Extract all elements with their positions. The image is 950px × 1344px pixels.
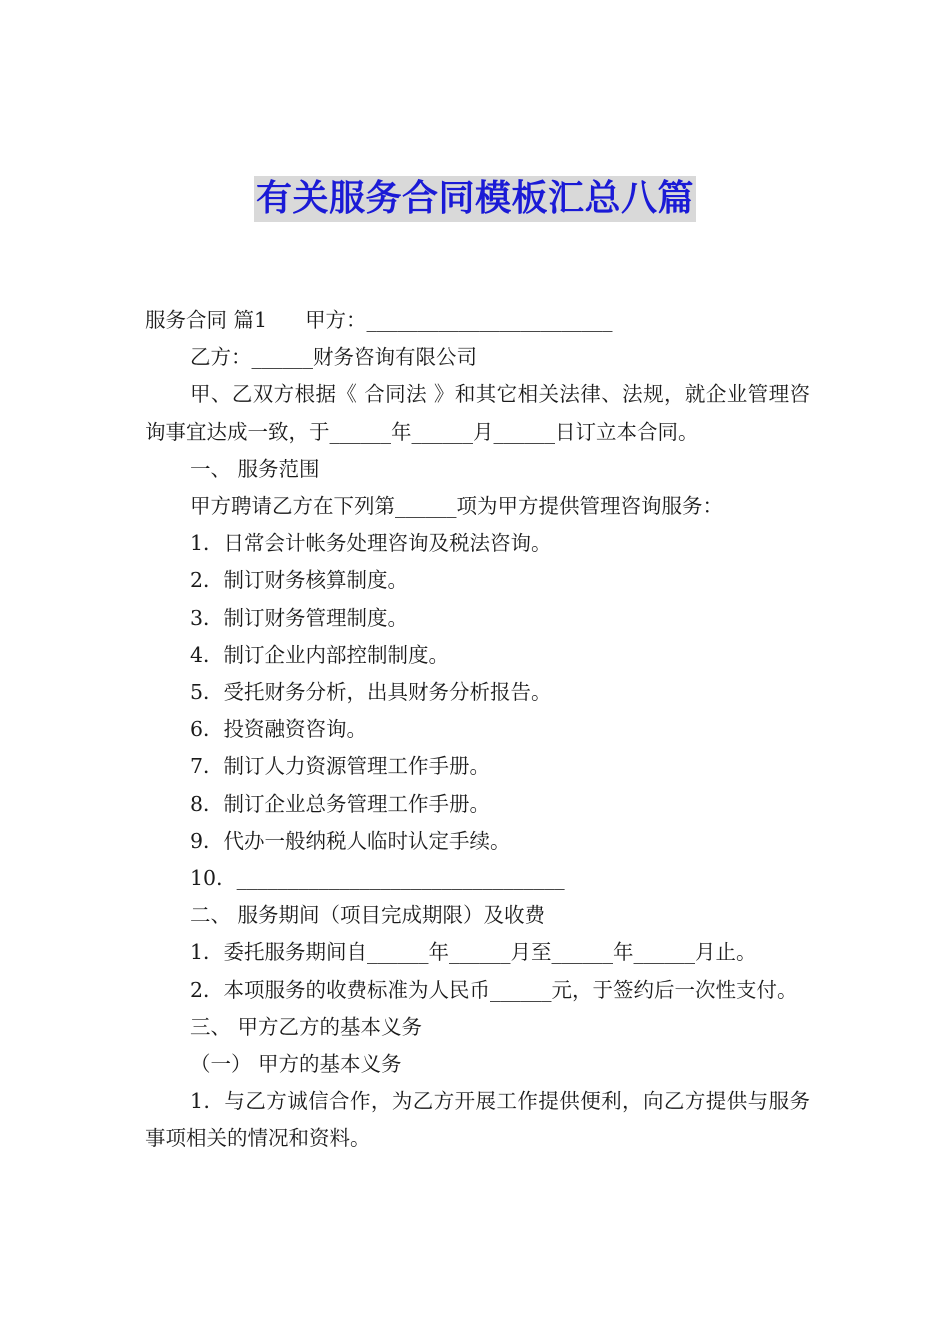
document-body: [145, 302, 810, 1158]
scope-item-6: 6．投资融资咨询。: [190, 717, 368, 742]
document-title: 有关服务合同模板汇总八篇: [254, 176, 696, 222]
scope-item-4: 4．制订企业内部控制制度。: [190, 642, 450, 667]
scope-item-1: 1．日常会计帐务处理咨询及税法咨询。: [190, 531, 552, 556]
scope-item-7: 7．制订人力资源管理工作手册。: [190, 754, 491, 779]
scope-item-2: 2．制订财务核算制度。: [190, 568, 409, 593]
section-heading-obligations: 三、 甲方乙方的基本义务: [190, 1014, 423, 1039]
obligation-item-1: 1．与乙方诚信合作，为乙方开展工作提供便利，向乙方提供与服务事项相关的情况和资料。: [145, 1089, 810, 1151]
title-container: [0, 176, 950, 222]
contract-number-label: 服务合同 篇1: [145, 308, 268, 332]
contract-header-line: [145, 302, 810, 339]
scope-intro: 甲方聘请乙方在下列第______项为甲方提供管理咨询服务：: [190, 494, 723, 519]
scope-item-10: 10．________________________________: [190, 866, 565, 891]
section-heading-period: 二、 服务期间（项目完成期限）及收费: [190, 903, 546, 928]
scope-item-9: 9．代办一般纳税人临时认定手续。: [190, 828, 511, 853]
subsection-heading-party-a: （一） 甲方的基本义务: [190, 1052, 402, 1077]
scope-item-8: 8．制订企业总务管理工作手册。: [190, 791, 491, 816]
scope-item-5: 5．受托财务分析，出具财务分析报告。: [190, 680, 552, 705]
period-item-1: 1．委托服务期间自______年______月至______年______月止。: [190, 940, 757, 965]
party-b-line: 乙方：______财务咨询有限公司: [190, 345, 477, 370]
section-heading-scope: 一、 服务范围: [190, 456, 320, 481]
party-a-field: 甲方：________________________: [305, 308, 613, 332]
scope-item-3: 3．制订财务管理制度。: [190, 605, 409, 630]
preamble-paragraph: 甲、乙双方根据《 合同法 》和其它相关法律、法规，就企业管理咨询事宜达成一致，于______年______月______日订立本合同。: [145, 382, 810, 444]
period-item-2: 2．本项服务的收费标准为人民币______元，于签约后一次性支付。: [190, 977, 798, 1002]
